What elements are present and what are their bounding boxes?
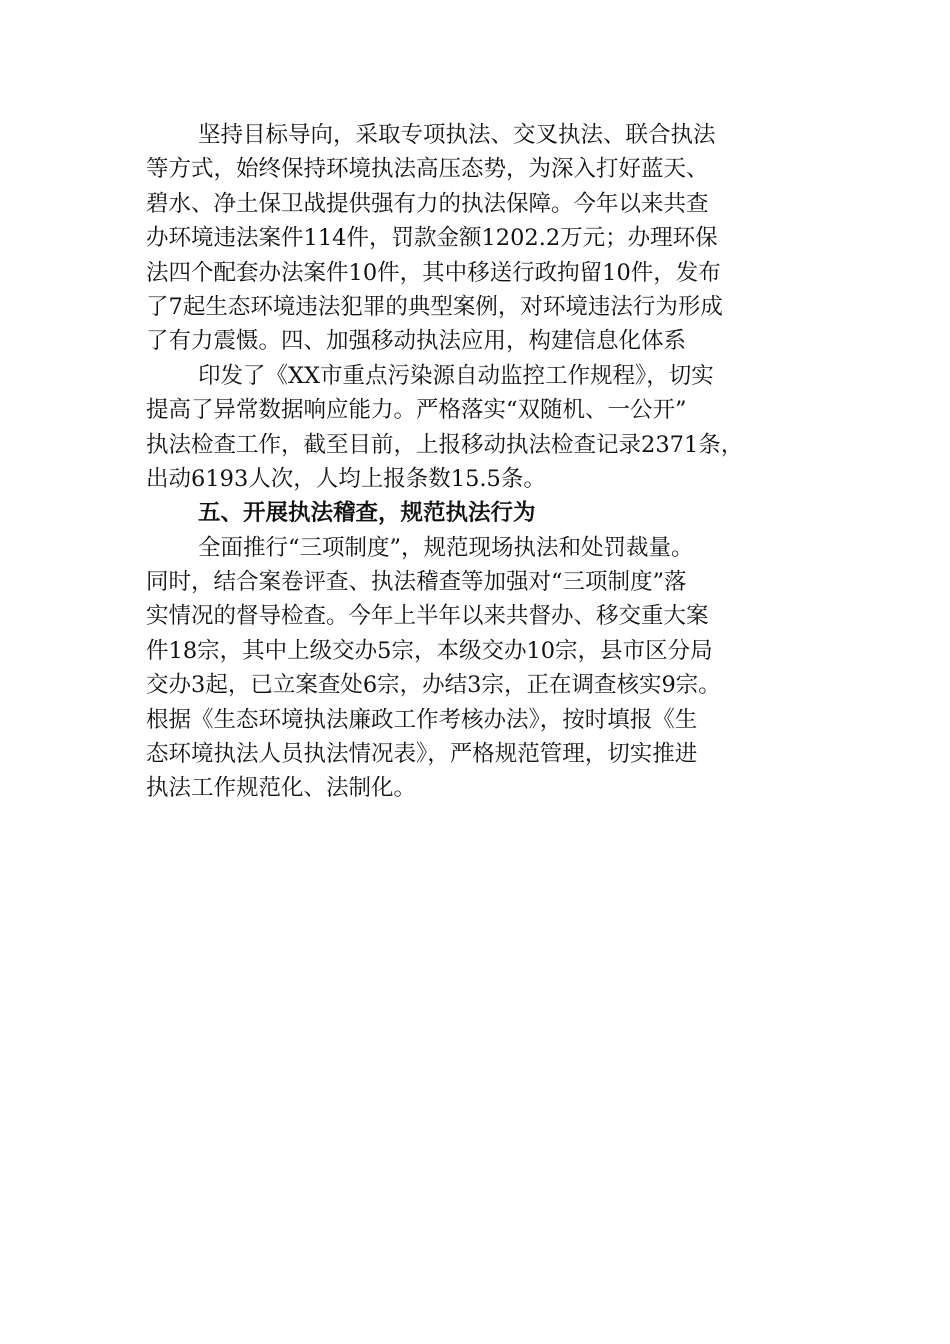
text-line: 法四个配套办法案件10件，其中移送行政拘留10件，发布 bbox=[146, 259, 721, 286]
text-line: 办环境违法案件114件，罚款金额1202.2万元；办理环保 bbox=[146, 225, 718, 252]
text-line: 根据《生态环境执法廉政工作考核办法》，按时填报《生 bbox=[146, 706, 698, 733]
section-heading: 五、开展执法稽查，规范执法行为 bbox=[198, 500, 536, 527]
text-line: 执法工作规范化、法制化。 bbox=[146, 775, 417, 802]
text-line: 提高了异常数据响应能力。严格落实“双随机、一公开” bbox=[146, 397, 687, 424]
text-line: 全面推行“三项制度”，规范现场执法和处罚裁量。 bbox=[198, 534, 694, 561]
text-line: 件18宗，其中上级交办5宗，本级交办10宗，县市区分局 bbox=[146, 637, 713, 664]
text-line: 了有力震慑。四、加强移动执法应用，构建信息化体系 bbox=[146, 328, 687, 355]
paragraph-enforcement-overview bbox=[146, 118, 810, 359]
document-body bbox=[146, 118, 810, 806]
text-line: 交办3起，已立案查处6宗，办结3宗，正在调查核实9宗。 bbox=[146, 672, 721, 699]
text-line: 实情况的督导检查。今年上半年以来共督办、移交重大案 bbox=[146, 603, 709, 630]
text-line: 印发了《XX市重点污染源自动监控工作规程》，切实 bbox=[198, 362, 714, 389]
text-line: 了7起生态环境违法犯罪的典型案例，对环境违法行为形成 bbox=[146, 293, 723, 320]
text-line: 态环境执法人员执法情况表》，严格规范管理，切实推进 bbox=[146, 741, 698, 768]
paragraph-enforcement-inspection bbox=[146, 531, 810, 806]
text-line: 同时，结合案卷评查、执法稽查等加强对“三项制度”落 bbox=[146, 569, 687, 596]
text-line: 出动6193人次，人均上报条数15.5条。 bbox=[146, 465, 546, 492]
text-line: 碧水、净土保卫战提供强有力的执法保障。今年以来共查 bbox=[146, 190, 709, 217]
text-line: 坚持目标导向，采取专项执法、交叉执法、联合执法 bbox=[198, 122, 716, 148]
paragraph-mobile-enforcement bbox=[146, 359, 810, 497]
text-line: 等方式，始终保持环境执法高压态势，为深入打好蓝天、 bbox=[146, 156, 709, 183]
text-line: 执法检查工作，截至目前，上报移动执法检查记录2371条， bbox=[146, 431, 744, 458]
